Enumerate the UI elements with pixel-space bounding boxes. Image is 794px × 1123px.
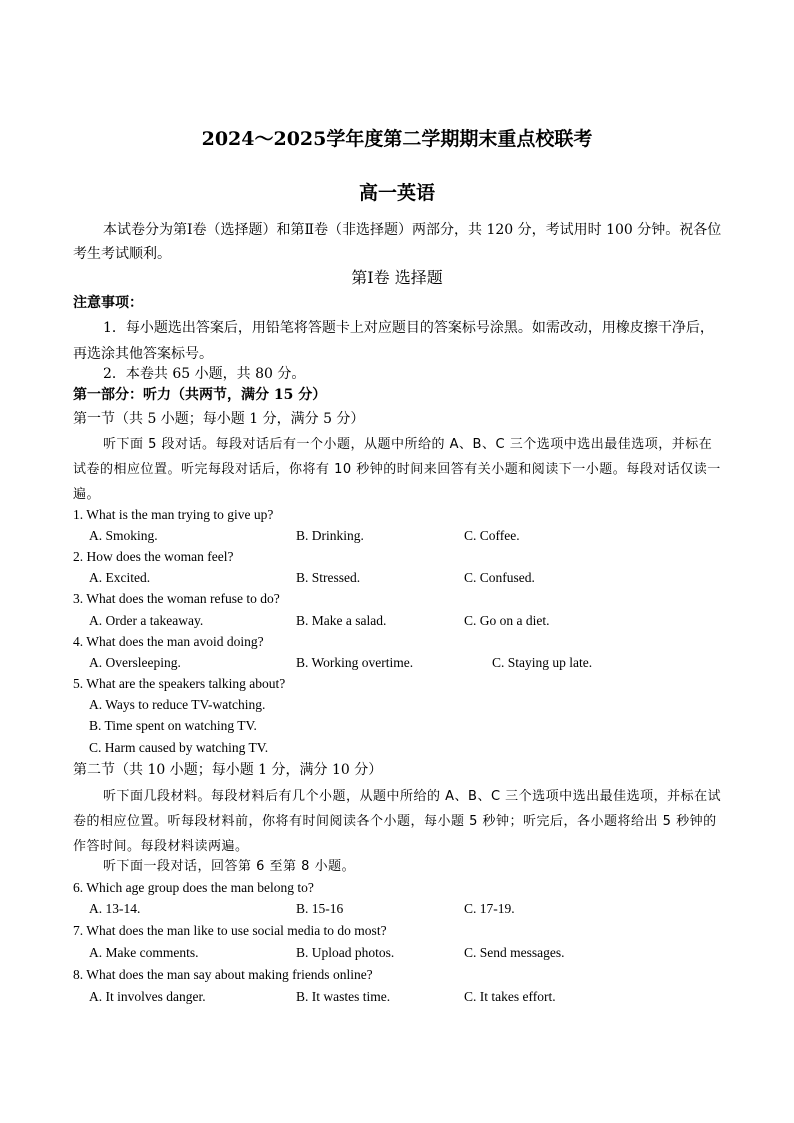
question-2-option-c[interactable]: C. Confused. (464, 570, 535, 585)
question-3-stem: 3. What does the woman refuse to do? (73, 591, 280, 606)
question-8-stem: 8. What does the man say about making friends online? (73, 967, 373, 982)
question-6-option-c[interactable]: C. 17-19. (464, 901, 515, 916)
question-7-option-c[interactable]: C. Send messages. (464, 945, 565, 960)
part1-heading: 第一部分：听力（共两节，满分 15 分） (73, 387, 327, 403)
question-5-option-b[interactable]: B. Time spent on watching TV. (89, 718, 257, 733)
notes-item-2: 2．本卷共 65 小题，共 80 分。 (103, 366, 306, 382)
question-4-option-b[interactable]: B. Working overtime. (296, 655, 414, 670)
question-8-option-b[interactable]: B. It wastes time. (296, 989, 391, 1004)
question-4-option-a[interactable]: A. Oversleeping. (89, 655, 181, 670)
volume-title: 第Ⅰ卷 选择题 (351, 268, 443, 287)
section2-sub-instruction: 听下面一段对话，回答第 6 至第 8 小题。 (103, 859, 356, 874)
section2-instructions: 听下面几段材料。每段材料后有几个小题，从题中所给的 A、B、C 三个选项中选出最佳选项，并标在试卷的相应位置。听每段材料前，你将有时间阅读各个小题，每小题 5 秒钟；听完后，各小题将给出 5 秒钟的作答时间。每段材料读两遍。 (73, 789, 722, 854)
question-5-option-c[interactable]: C. Harm caused by watching TV. (89, 740, 269, 755)
section1-heading: 第一节（共 5 小题；每小题 1 分，满分 5 分） (73, 411, 365, 427)
notes-item-1: 1．每小题选出答案后，用铅笔将答题卡上对应题目的答案标号涂黑。如需改动，用橡皮擦干净后，再选涂其他答案标号。 (73, 320, 714, 362)
notes-heading: 注意事项： (73, 295, 143, 311)
question-6-stem: 6. Which age group does the man belong to? (73, 880, 314, 895)
question-4-option-c[interactable]: C. Staying up late. (492, 655, 593, 670)
exam-intro: 本试卷分为第Ⅰ卷（选择题）和第Ⅱ卷（非选择题）两部分，共 120 分，考试用时 100 分钟。祝各位考生考试顺利。 (73, 222, 722, 262)
section2-heading: 第二节（共 10 小题；每小题 1 分，满分 10 分） (73, 762, 383, 778)
question-1-stem: 1. What is the man trying to give up? (73, 507, 274, 522)
question-1-option-a[interactable]: A. Smoking. (89, 528, 158, 543)
question-2-stem: 2. How does the woman feel? (73, 549, 234, 564)
exam-title: 2024～2025学年度第二学期期末重点校联考 (201, 128, 593, 150)
section1-instructions: 听下面 5 段对话。每段对话后有一个小题，从题中所给的 A、B、C 三个选项中选出最佳选项，并标在试卷的相应位置。听完每段对话后，你将有 10 秒钟的时间来回答有关小题和阅读下一小题。每段对话仅读一遍。 (73, 437, 721, 502)
question-8-option-a[interactable]: A. It involves danger. (89, 989, 206, 1004)
question-7-option-b[interactable]: B. Upload photos. (296, 945, 395, 960)
question-1-option-b[interactable]: B. Drinking. (296, 528, 364, 543)
question-3-option-a[interactable]: A. Order a takeaway. (89, 613, 204, 628)
question-2-option-a[interactable]: A. Excited. (89, 570, 151, 585)
question-6-option-b[interactable]: B. 15-16 (296, 901, 344, 916)
question-2-option-b[interactable]: B. Stressed. (296, 570, 361, 585)
question-7-stem: 7. What does the man like to use social media to do most? (73, 923, 387, 938)
question-8-option-c[interactable]: C. It takes effort. (464, 989, 556, 1004)
question-5-stem: 5. What are the speakers talking about? (73, 676, 286, 691)
question-1-option-c[interactable]: C. Coffee. (464, 528, 520, 543)
question-5-option-a[interactable]: A. Ways to reduce TV-watching. (89, 697, 266, 712)
question-7-option-a[interactable]: A. Make comments. (89, 945, 199, 960)
subject-title: 高一英语 (358, 182, 435, 204)
question-3-option-c[interactable]: C. Go on a diet. (464, 613, 550, 628)
question-4-stem: 4. What does the man avoid doing? (73, 634, 264, 649)
question-6-option-a[interactable]: A. 13-14. (89, 901, 141, 916)
question-3-option-b[interactable]: B. Make a salad. (296, 613, 387, 628)
